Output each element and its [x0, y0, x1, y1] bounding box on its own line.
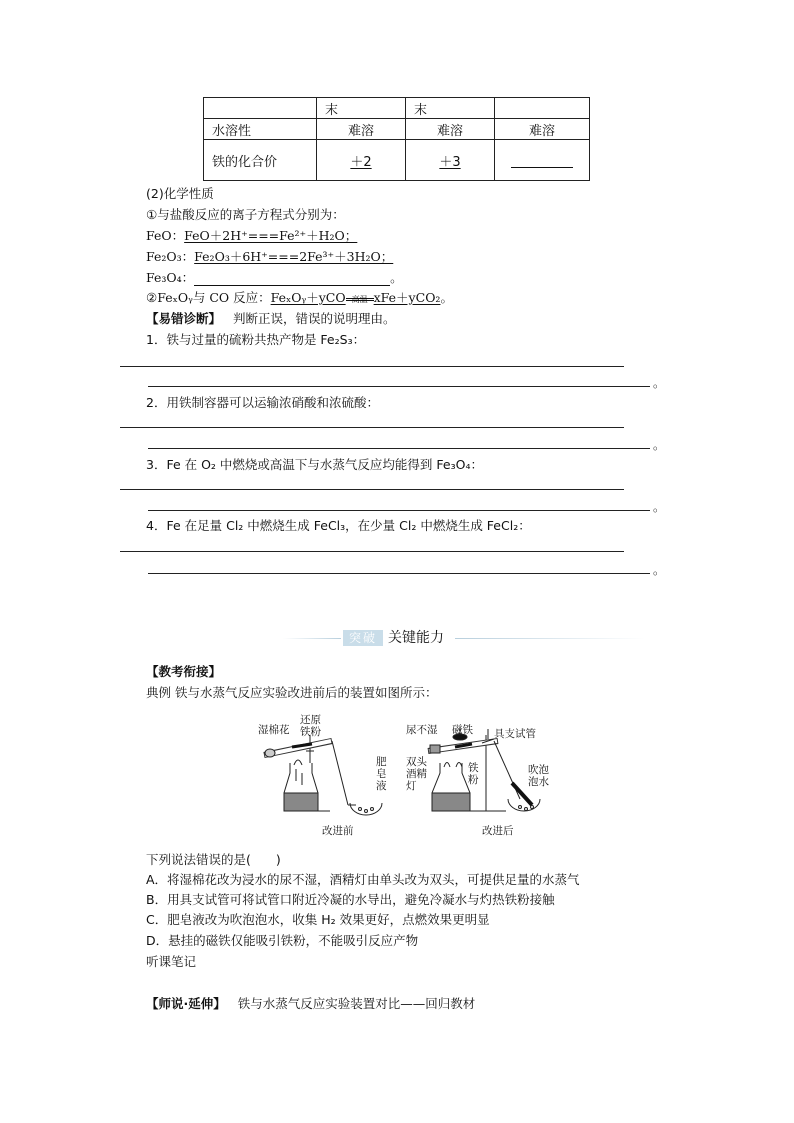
feo-line	[146, 228, 357, 244]
line-end: 。	[653, 563, 666, 577]
answer-line[interactable]	[148, 573, 650, 574]
co-condition-text: 高温	[351, 295, 368, 304]
fig-label: 肥	[376, 756, 387, 768]
section-banner	[343, 629, 643, 649]
fig-label: 粉	[468, 774, 479, 786]
fig-label: 酒精	[406, 768, 427, 780]
fig-label: 铁	[468, 762, 479, 774]
apparatus-figure	[250, 713, 560, 841]
teacher-title: 【师说·延伸】	[146, 996, 226, 1011]
option-d[interactable]: D．悬挂的磁铁仅能吸引铁粉，不能吸引反应产物	[146, 933, 419, 948]
table-cell	[406, 140, 495, 181]
fig-label: 具支试管	[494, 728, 536, 740]
fig-label: 皂	[376, 768, 387, 780]
option-c[interactable]: C．肥皂液改为吹泡泡水，收集 H₂ 效果更好，点燃效果更明显	[146, 912, 490, 927]
feo-label: FeO：	[146, 228, 185, 243]
fig-label: 双头	[406, 756, 427, 768]
answer-line[interactable]	[120, 551, 624, 552]
line-end: 。	[653, 500, 666, 514]
diagnosis-item-1: 1．铁与过量的硫粉共热产物是 Fe₂S₃：	[146, 332, 366, 347]
fe2o3-line	[146, 249, 393, 265]
jiaokao-title: 【教考衔接】	[146, 664, 222, 679]
answer-blank[interactable]	[511, 155, 573, 168]
question-stem: 下列说法错误的是( )	[146, 852, 281, 867]
left-apparatus	[264, 735, 382, 815]
table-cell	[495, 98, 590, 119]
answer-line[interactable]	[120, 427, 624, 428]
fig-label: 还原	[300, 714, 321, 726]
fig-label: 泡水	[528, 776, 549, 788]
co-condition	[346, 295, 374, 306]
co-label: ②FeₓOᵧ与 CO 反应：	[146, 290, 271, 305]
table-cell: 难溶	[406, 119, 495, 140]
table-cell: 难溶	[495, 119, 590, 140]
fig-label: 磁铁	[452, 724, 473, 736]
feo-equation: FeO＋2H⁺===Fe²⁺＋H₂O；	[184, 228, 358, 243]
co-end: 。	[440, 290, 453, 305]
co-line	[146, 290, 453, 306]
co-equation-right: xFe＋yCO₂	[373, 290, 441, 305]
fe2o3-equation: Fe₂O₃＋6H⁺===2Fe³⁺＋3H₂O；	[194, 249, 394, 264]
fe3o4-label: Fe₃O₄：	[146, 270, 195, 285]
lecture-notes: 听课笔记	[146, 954, 197, 969]
diagnosis-intro: 判断正误，错误的说明理由。	[233, 311, 396, 326]
option-a[interactable]: A．将湿棉花改为浸水的尿不湿，酒精灯由单头改为双头，可提供足量的水蒸气	[146, 872, 580, 887]
fig-label: 尿不湿	[406, 724, 438, 736]
answer-line[interactable]	[148, 510, 650, 511]
banner-tag: 突破	[343, 630, 383, 646]
fig-caption: 改进前	[322, 825, 354, 837]
table-cell: 水溶性	[204, 119, 317, 140]
diagnosis-item-4: 4．Fe 在足量 Cl₂ 中燃烧生成 FeCl₃，在少量 Cl₂ 中燃烧生成 FeCl₂：	[146, 518, 531, 533]
answer-line[interactable]	[120, 489, 624, 490]
example-text: 典例 铁与水蒸气反应实验改进前后的装置如图所示：	[146, 685, 438, 700]
chem-heading: (2)化学性质	[146, 186, 214, 201]
teacher-text: 铁与水蒸气反应实验装置对比——回归教材	[237, 996, 476, 1011]
diagnosis-title: 【易错诊断】	[146, 311, 222, 326]
fig-label: 液	[376, 780, 387, 792]
option-b[interactable]: B．用具支试管可将试管口附近冷凝的水导出，避免冷凝水与灼热铁粉接触	[146, 892, 555, 907]
table-cell	[204, 98, 317, 119]
line-end: 。	[653, 438, 666, 452]
answer-line[interactable]	[148, 448, 650, 449]
fe2o3-label: Fe₂O₃：	[146, 249, 195, 264]
answer-line[interactable]	[148, 386, 650, 387]
line-end: 。	[653, 376, 666, 390]
table-cell	[317, 140, 406, 181]
teacher-extension	[146, 996, 475, 1012]
diagnosis-item-3: 3．Fe 在 O₂ 中燃烧或高温下与水蒸气反应均能得到 Fe₃O₄：	[146, 457, 483, 472]
fe3o4-end: 。	[390, 270, 403, 285]
fig-caption: 改进后	[482, 825, 514, 837]
table-row	[204, 98, 590, 119]
fe3o4-line	[146, 270, 403, 286]
fig-label: 铁粉	[300, 726, 321, 738]
banner-title: 关键能力	[388, 630, 444, 646]
properties-table	[203, 97, 590, 181]
answer-line[interactable]	[120, 366, 624, 367]
table-row	[204, 140, 590, 181]
diagnosis-item-2: 2．用铁制容器可以运输浓硝酸和浓硫酸：	[146, 395, 379, 410]
valence-fe2: ＋2	[350, 154, 372, 170]
table-cell	[495, 140, 590, 181]
table-cell: 铁的化合价	[204, 140, 317, 181]
fe3o4-blank[interactable]	[194, 271, 390, 286]
fig-label: 吹泡	[528, 764, 549, 776]
co-equation-left: FeₓOᵧ＋yCO	[270, 290, 346, 305]
chem-question-1: ①与盐酸反应的离子方程式分别为：	[146, 207, 345, 222]
fig-label: 湿棉花	[258, 724, 290, 736]
valence-fe3: ＋3	[439, 154, 461, 170]
fig-label: 灯	[406, 780, 417, 792]
table-cell: 末	[317, 98, 406, 119]
table-cell: 末	[406, 98, 495, 119]
table-row	[204, 119, 590, 140]
table-cell: 难溶	[317, 119, 406, 140]
diagnosis-header	[146, 311, 396, 327]
